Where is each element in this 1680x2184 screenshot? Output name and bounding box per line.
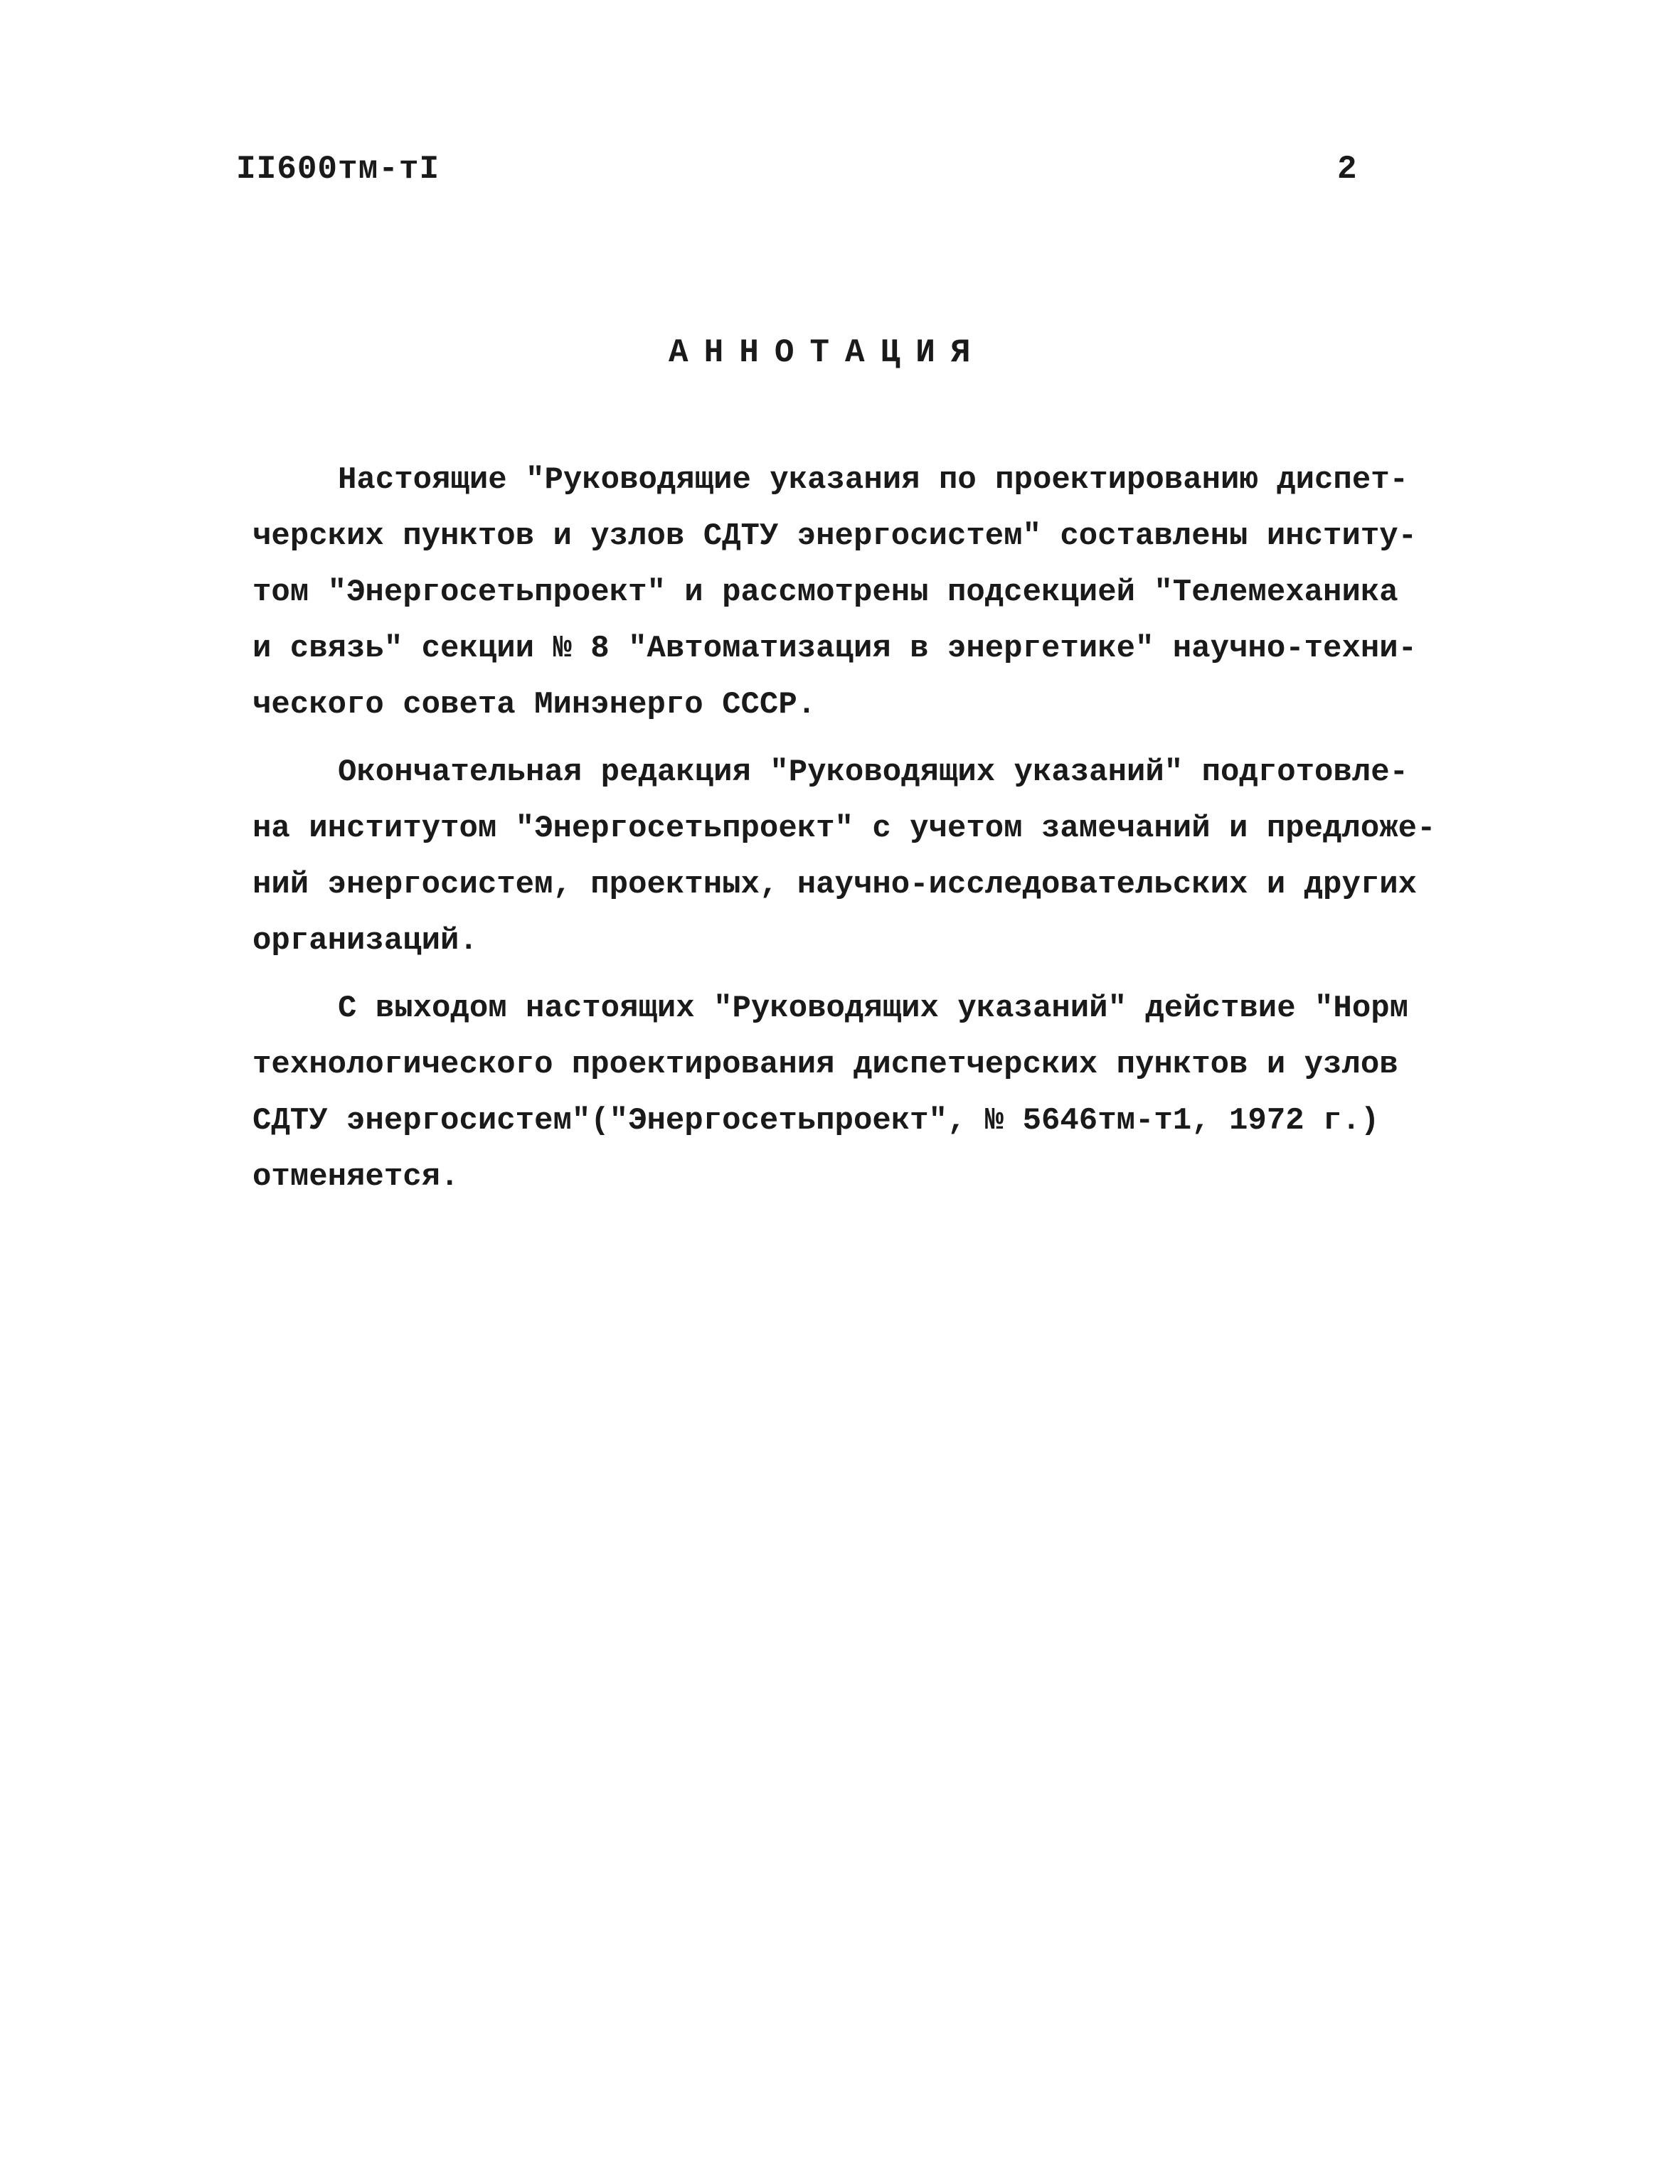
annotation-body [252,452,1436,1205]
paragraph-3 [252,981,1433,1205]
text-line: черских пунктов и узлов СДТУ энергосистем" составлены институ- [252,518,1418,554]
page-number: 2 [1337,151,1357,188]
text-line: ческого совета Минэнерго СССР. [252,687,817,723]
text-line: организаций. [252,923,478,959]
paragraph-spacer [252,969,1433,981]
paragraph-1 [252,452,1433,733]
text-line: СДТУ энергосистем"("Энергосетьпроект", № 5646тм-т1, 1972 г.) [252,1103,1380,1139]
text-line: и связь" секции № 8 "Автоматизация в энергетике" научно-техни- [252,631,1418,666]
text-line: отменяется. [252,1159,459,1195]
page-title: АННОТАЦИЯ [669,334,987,371]
text-line: Окончательная редакция "Руководящих указаний" подготовле- [338,755,1409,790]
paragraph-spacer [252,733,1433,745]
text-line: ний энергосистем, проектных, научно-исследовательских и других [252,867,1418,902]
document-code: II600тм-тI [236,151,440,188]
text-line: технологического проектирования диспетчерских пунктов и узлов [252,1047,1398,1082]
text-line: Настоящие "Руководящие указания по проектированию диспет- [338,462,1409,498]
text-line: том "Энергосетьпроект" и рассмотрены подсекцией "Телемеханика [252,575,1398,610]
text-line: С выходом настоящих "Руководящих указаний" действие "Норм [338,991,1409,1026]
text-line: на институтом "Энергосетьпроект" с учетом замечаний и предложе- [252,811,1436,846]
paragraph-2 [252,745,1436,969]
